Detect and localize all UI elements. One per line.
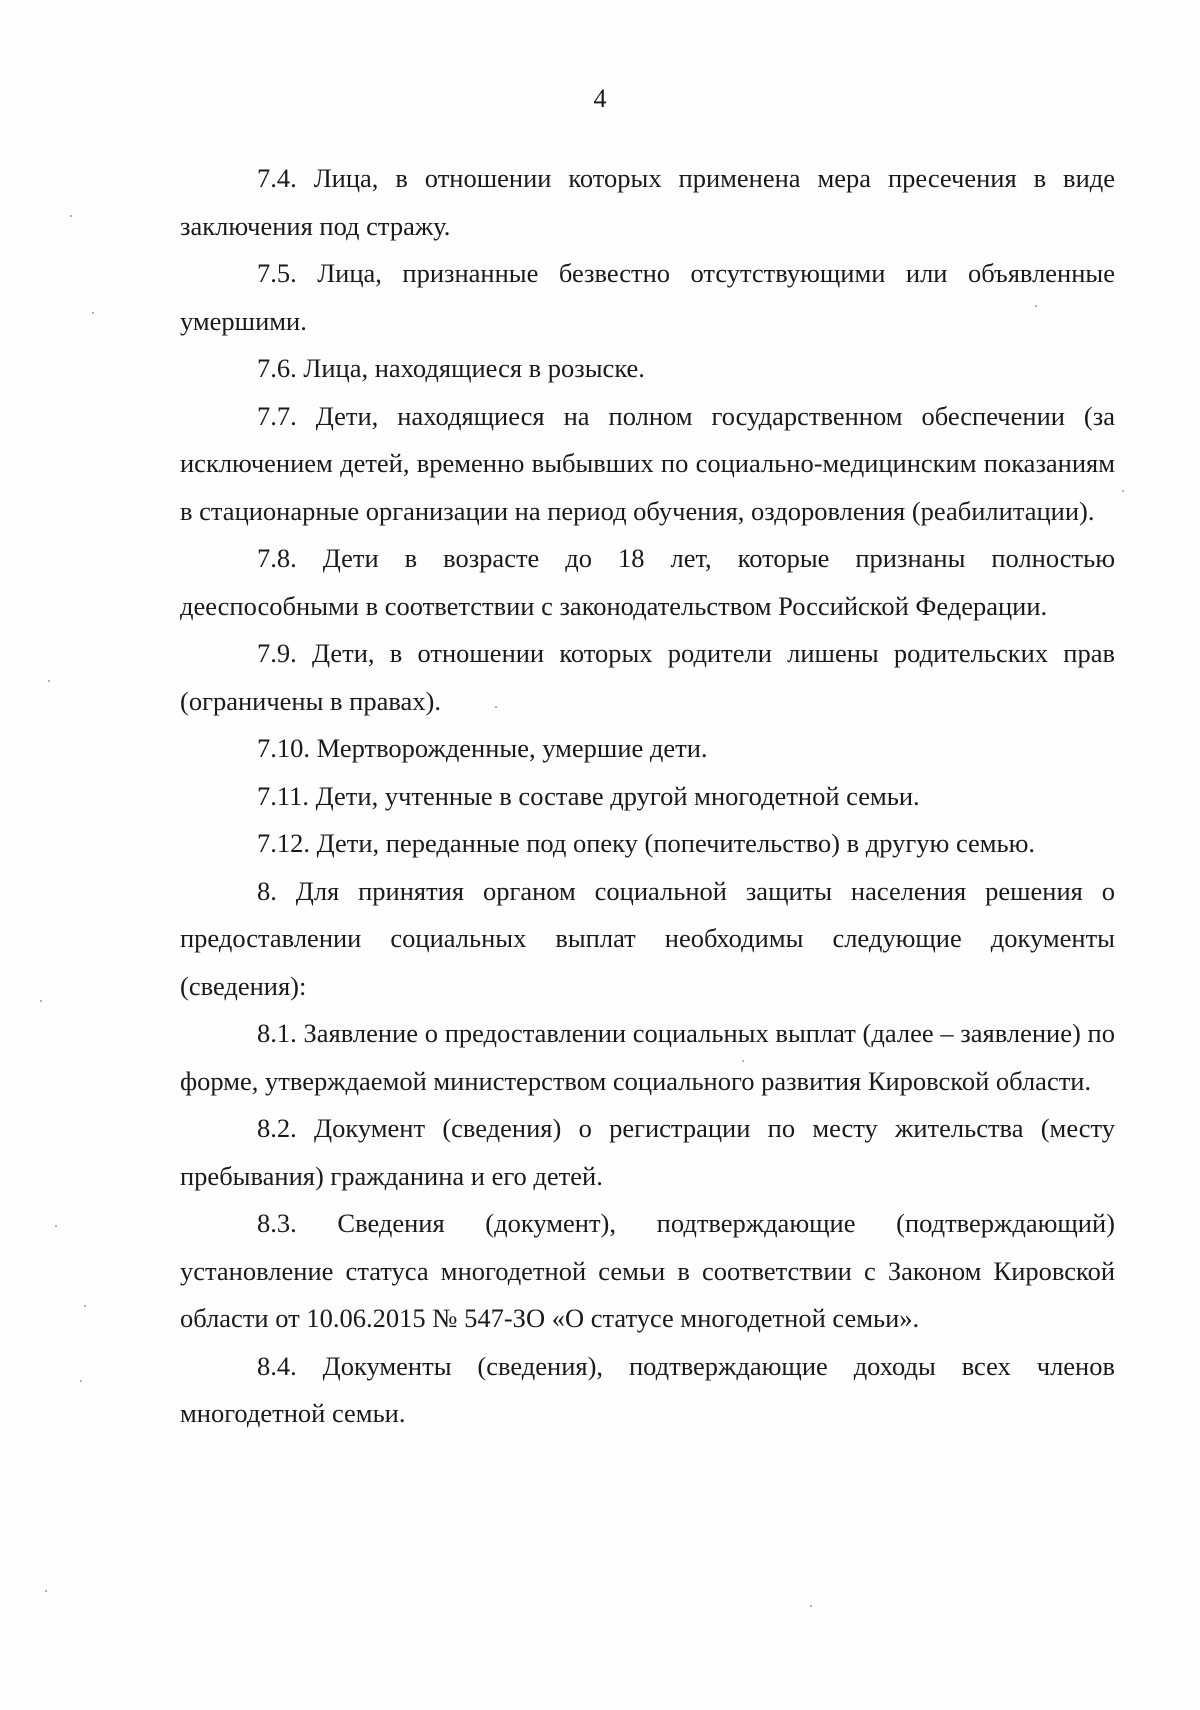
scan-speck: [495, 706, 497, 708]
paragraph-7-7: 7.7. Дети, находящиеся на полном государственном обеспечении (за исключением детей, временно выбывших по социально-медицинским показаниям в стационарные организации на период обучения, оздоровления (реабилитации).: [180, 400, 1115, 526]
scan-speck: [810, 1605, 812, 1607]
paragraph-8-3: 8.3. Сведения (документ), подтверждающие (подтверждающий) установление статуса многодетной семьи в соответствии с Законом Кировской области от 10.06.2015 № 547-ЗО «О статусе многодетной семьи».: [180, 1208, 1115, 1333]
paragraph-7-6: 7.6. Лица, находящиеся в розыске.: [257, 353, 645, 383]
scan-speck: [1122, 490, 1124, 492]
scan-speck: [45, 1590, 47, 1592]
scan-speck: [40, 1000, 42, 1002]
paragraph-7-5: 7.5. Лица, признанные безвестно отсутствующими или объявленные умершими.: [180, 258, 1115, 336]
scan-speck: [70, 215, 72, 217]
scan-speck: [84, 1305, 86, 1307]
scan-speck: [80, 1380, 82, 1382]
scan-speck: [742, 1060, 744, 1062]
page-number: 4: [593, 84, 607, 113]
scan-speck: [48, 680, 50, 682]
paragraph-7-10: 7.10. Мертворожденные, умершие дети.: [257, 733, 708, 763]
paragraph-8: 8. Для принятия органом социальной защиты населения решения о предоставлении социальных выплат необходимы следующие документы (сведения):: [180, 875, 1115, 1001]
paragraph-7-9: 7.9. Дети, в отношении которых родители лишены родительских прав (ограничены в правах).: [180, 638, 1115, 716]
paragraph-7-8: 7.8. Дети в возрасте до 18 лет, которые признаны полностью дееспособными в соответствии с законодательством Российской Федерации.: [180, 543, 1115, 621]
scan-speck: [1035, 305, 1037, 307]
document-body: [180, 155, 1115, 1438]
paragraph-7-11: 7.11. Дети, учтенные в составе другой многодетной семьи.: [257, 780, 920, 811]
scan-speck: [55, 1225, 57, 1227]
paragraph-8-4: 8.4. Документы (сведения), подтверждающие доходы всех членов многодетной семьи.: [180, 1350, 1115, 1428]
scan-speck: [92, 312, 94, 314]
paragraph-8-1: 8.1. Заявление о предоставлении социальных выплат (далее – заявление) по форме, утверждаемой министерством социального развития Кировской области.: [180, 1018, 1115, 1096]
paragraph-8-2: 8.2. Документ (сведения) о регистрации по месту жительства (месту пребывания) гражданина и его детей.: [180, 1113, 1115, 1191]
paragraph-7-12: 7.12. Дети, переданные под опеку (попечительство) в другую семью.: [257, 828, 1036, 858]
paragraph-7-4: 7.4. Лица, в отношении которых применена мера пресечения в виде заключения под стражу.: [180, 163, 1115, 241]
